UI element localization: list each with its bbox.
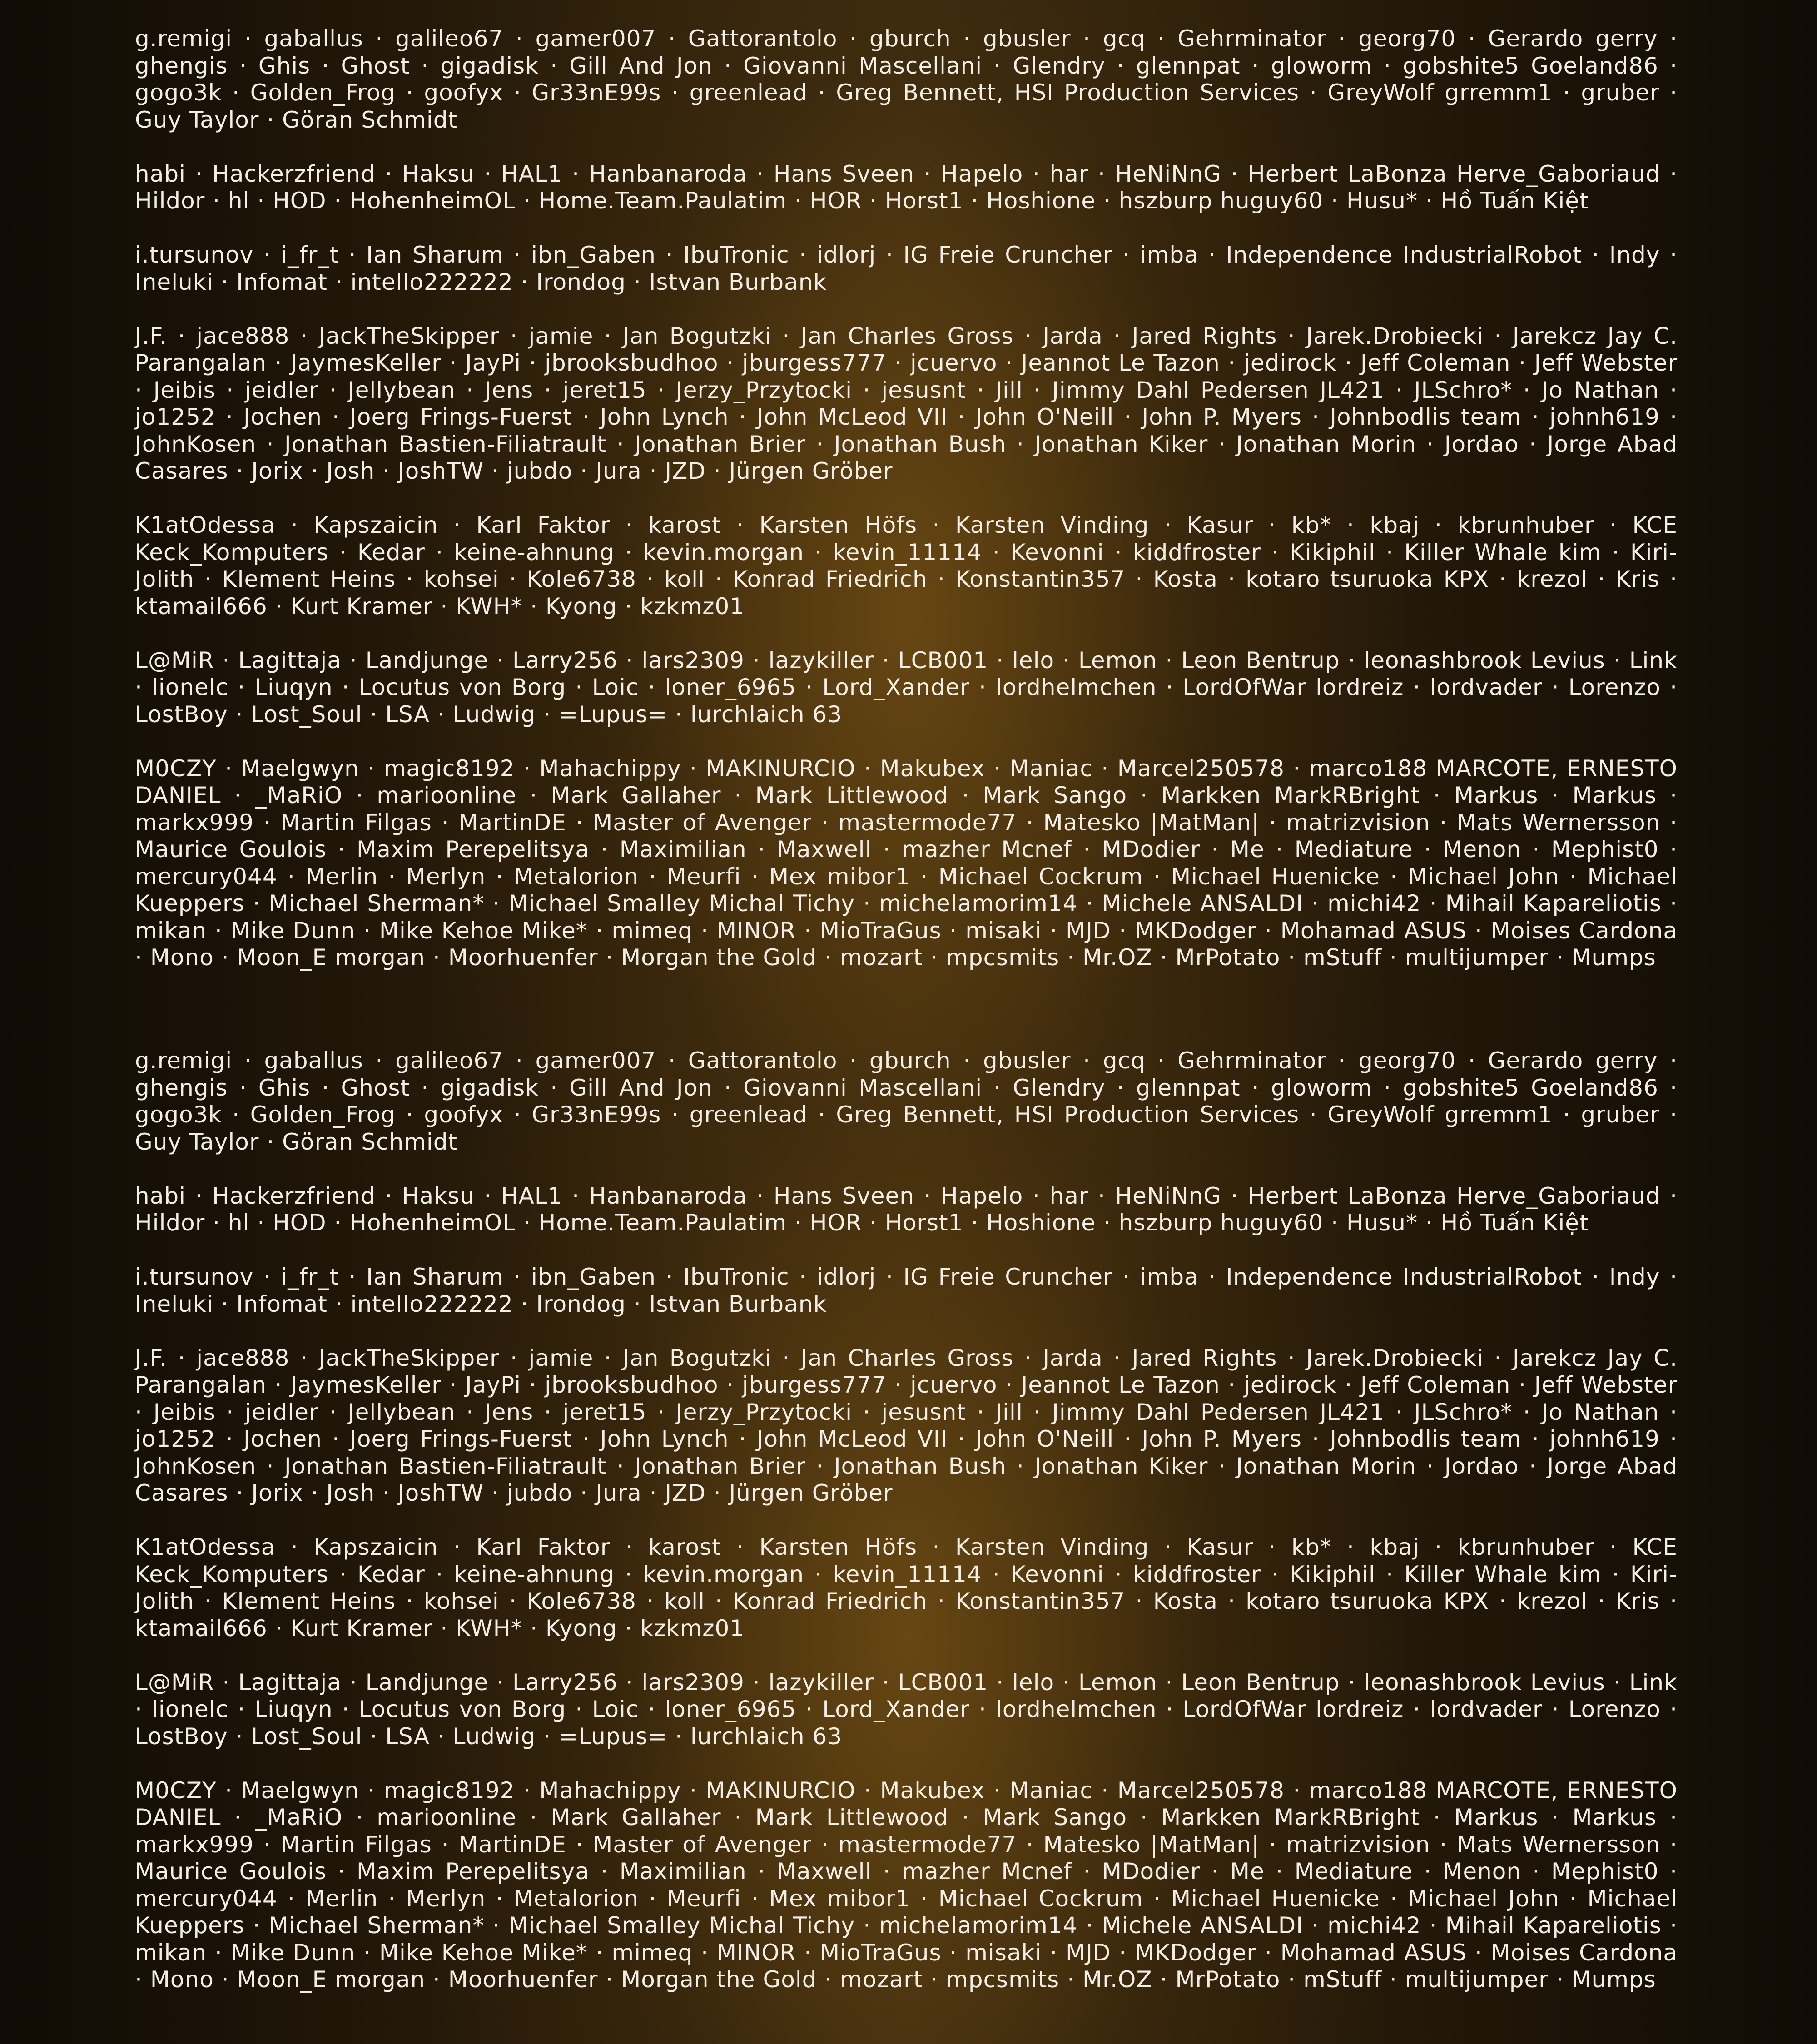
credits-block-k: K1atOdessa · Kapszaicin · Karl Faktor · karost · Karsten Höfs · Karsten Vinding · Kasur · kb* · kbaj · kbrunhuber · KCE Keck_Komputers · Kedar · keine-ahnung · kevin.morgan · kevin_11114 · Kevonni · kiddfroster · Kikiphil · Killer Whale kim · Kiri-Jolith · Klement Heins · kohsei · Kole6738 · koll · Konrad Friedrich · Konstantin357 · Kosta · kotaro tsuruoka KPX · krezol · Kris · ktamail666 · Kurt Kramer · KWH* · Kyong · kzkmz01 <box>135 1534 1678 1642</box>
credits-block-k: K1atOdessa · Kapszaicin · Karl Faktor · karost · Karsten Höfs · Karsten Vinding · Kasur · kb* · kbaj · kbrunhuber · KCE Keck_Komputers · Kedar · keine-ahnung · kevin.morgan · kevin_11114 · Kevonni · kiddfroster · Kikiphil · Killer Whale kim · Kiri-Jolith · Klement Heins · kohsei · Kole6738 · koll · Konrad Friedrich · Konstantin357 · Kosta · kotaro tsuruoka KPX · krezol · Kris · ktamail666 · Kurt Kramer · KWH* · Kyong · kzkmz01 <box>135 512 1678 620</box>
credits-block-m: M0CZY · Maelgwyn · magic8192 · Mahachippy · MAKINURCIO · Makubex · Maniac · Marcel250578 · marco188 MARCOTE, ERNESTO DANIEL · _MaRiO · marioonline · Mark Gallaher · Mark Littlewood · Mark Sango · Markken MarkRBright · Markus · Markus · markx999 · Martin Filgas · MartinDE · Master of Avenger · mastermode77 · Matesko |MatMan| · matrizvision · Mats Wernersson · Maurice Goulois · Maxim Perepelitsya · Maximilian · Maxwell · mazher Mcnef · MDodier · Me · Mediature · Menon · Mephist0 · mercury044 · Merlin · Merlyn · Metalorion · Meurfi · Mex mibor1 · Michael Cockrum · Michael Huenicke · Michael John · Michael Kueppers · Michael Sherman* · Michael Smalley Michal Tichy · michelamorim14 · Michele ANSALDI · michi42 · Mihail Kapareliotis · mikan · Mike Dunn · Mike Kehoe Mike* · mimeq · MINOR · MioTraGus · misaki · MJD · MKDodger · Mohamad ASUS · Moises Cardona · Mono · Moon_E morgan · Moorhuenfer · Morgan the Gold · mozart · mpcsmits · Mr.OZ · MrPotato · mStuff · multijumper · Mumps <box>135 1777 1678 1993</box>
credits-block-j: J.F. · jace888 · JackTheSkipper · jamie · Jan Bogutzki · Jan Charles Gross · Jarda · Jared Rights · Jarek.Drobiecki · Jarekcz Jay C. Parangalan · JaymesKeller · JayPi · jbrooksbudhoo · jburgess777 · jcuervo · Jeannot Le Tazon · jedirock · Jeff Coleman · Jeff Webster · Jeibis · jeidler · Jellybean · Jens · jeret15 · Jerzy_Przytocki · jesusnt · Jill · Jimmy Dahl Pedersen JL421 · JLSchro* · Jo Nathan · jo1252 · Jochen · Joerg Frings-Fuerst · John Lynch · John McLeod VII · John O'Neill · John P. Myers · Johnbodlis team · johnh619 · JohnKosen · Jonathan Bastien-Filiatrault · Jonathan Brier · Jonathan Bush · Jonathan Kiker · Jonathan Morin · Jordao · Jorge Abad Casares · Jorix · Josh · JoshTW · jubdo · Jura · JZD · Jürgen Gröber <box>135 1344 1678 1506</box>
credits-block-g: g.remigi · gaballus · galileo67 · gamer007 · Gattorantolo · gburch · gbusler · gcq · Gehrminator · georg70 · Gerardo gerry · ghengis · Ghis · Ghost · gigadisk · Gill And Jon · Giovanni Mascellani · Glendry · glennpat · gloworm · gobshite5 Goeland86 · gogo3k · Golden_Frog · goofyx · Gr33nE99s · greenlead · Greg Bennett, HSI Production Services · GreyWolf grremm1 · gruber · Guy Taylor · Göran Schmidt <box>135 25 1678 133</box>
credits-block-l: L@MiR · Lagittaja · Landjunge · Larry256 · lars2309 · lazykiller · LCB001 · lelo · Lemon · Leon Bentrup · leonashbrook Levius · Link · lionelc · Liuqyn · Locutus von Borg · Loic · loner_6965 · Lord_Xander · lordhelmchen · LordOfWar lordreiz · lordvader · Lorenzo · LostBoy · Lost_Soul · LSA · Ludwig · =Lupus= · lurchlaich 63 <box>135 1669 1678 1750</box>
credits-block-g: g.remigi · gaballus · galileo67 · gamer007 · Gattorantolo · gburch · gbusler · gcq · Gehrminator · georg70 · Gerardo gerry · ghengis · Ghis · Ghost · gigadisk · Gill And Jon · Giovanni Mascellani · Glendry · glennpat · gloworm · gobshite5 Goeland86 · gogo3k · Golden_Frog · goofyx · Gr33nE99s · greenlead · Greg Bennett, HSI Production Services · GreyWolf grremm1 · gruber · Guy Taylor · Göran Schmidt <box>135 1047 1678 1155</box>
credits-list <box>135 1047 1678 2020</box>
credits-block-h: habi · Hackerzfriend · Haksu · HAL1 · Hanbanaroda · Hans Sveen · Hapelo · har · HeNiNnG · Herbert LaBonza Herve_Gaboriaud · Hildor · hl · HOD · HohenheimOL · Home.Team.Paulatim · HOR · Horst1 · Hoshione · hszburp huguy60 · Husu* · Hồ Tuấn Kiệt <box>135 1182 1678 1236</box>
credits-block-j: J.F. · jace888 · JackTheSkipper · jamie · Jan Bogutzki · Jan Charles Gross · Jarda · Jared Rights · Jarek.Drobiecki · Jarekcz Jay C. Parangalan · JaymesKeller · JayPi · jbrooksbudhoo · jburgess777 · jcuervo · Jeannot Le Tazon · jedirock · Jeff Coleman · Jeff Webster · Jeibis · jeidler · Jellybean · Jens · jeret15 · Jerzy_Przytocki · jesusnt · Jill · Jimmy Dahl Pedersen JL421 · JLSchro* · Jo Nathan · jo1252 · Jochen · Joerg Frings-Fuerst · John Lynch · John McLeod VII · John O'Neill · John P. Myers · Johnbodlis team · johnh619 · JohnKosen · Jonathan Bastien-Filiatrault · Jonathan Brier · Jonathan Bush · Jonathan Kiker · Jonathan Morin · Jordao · Jorge Abad Casares · Jorix · Josh · JoshTW · jubdo · Jura · JZD · Jürgen Gröber <box>135 322 1678 484</box>
credits-list <box>135 25 1678 998</box>
credits-block-l: L@MiR · Lagittaja · Landjunge · Larry256 · lars2309 · lazykiller · LCB001 · lelo · Lemon · Leon Bentrup · leonashbrook Levius · Link · lionelc · Liuqyn · Locutus von Borg · Loic · loner_6965 · Lord_Xander · lordhelmchen · LordOfWar lordreiz · lordvader · Lorenzo · LostBoy · Lost_Soul · LSA · Ludwig · =Lupus= · lurchlaich 63 <box>135 647 1678 728</box>
credits-block-h: habi · Hackerzfriend · Haksu · HAL1 · Hanbanaroda · Hans Sveen · Hapelo · har · HeNiNnG · Herbert LaBonza Herve_Gaboriaud · Hildor · hl · HOD · HohenheimOL · Home.Team.Paulatim · HOR · Horst1 · Hoshione · hszburp huguy60 · Husu* · Hồ Tuấn Kiệt <box>135 160 1678 214</box>
credits-block-i: i.tursunov · i_fr_t · Ian Sharum · ibn_Gaben · IbuTronic · idlorj · IG Freie Cruncher · imba · Independence IndustrialRobot · Indy · Ineluki · Infomat · intello222222 · Irondog · Istvan Burbank <box>135 1264 1678 1317</box>
credits-block-i: i.tursunov · i_fr_t · Ian Sharum · ibn_Gaben · IbuTronic · idlorj · IG Freie Cruncher · imba · Independence IndustrialRobot · Indy · Ineluki · Infomat · intello222222 · Irondog · Istvan Burbank <box>135 242 1678 295</box>
credits-pane-lower[interactable] <box>0 1022 1817 2044</box>
credits-block-m: M0CZY · Maelgwyn · magic8192 · Mahachippy · MAKINURCIO · Makubex · Maniac · Marcel250578 · marco188 MARCOTE, ERNESTO DANIEL · _MaRiO · marioonline · Mark Gallaher · Mark Littlewood · Mark Sango · Markken MarkRBright · Markus · Markus · markx999 · Martin Filgas · MartinDE · Master of Avenger · mastermode77 · Matesko |MatMan| · matrizvision · Mats Wernersson · Maurice Goulois · Maxim Perepelitsya · Maximilian · Maxwell · mazher Mcnef · MDodier · Me · Mediature · Menon · Mephist0 · mercury044 · Merlin · Merlyn · Metalorion · Meurfi · Mex mibor1 · Michael Cockrum · Michael Huenicke · Michael John · Michael Kueppers · Michael Sherman* · Michael Smalley Michal Tichy · michelamorim14 · Michele ANSALDI · michi42 · Mihail Kapareliotis · mikan · Mike Dunn · Mike Kehoe Mike* · mimeq · MINOR · MioTraGus · misaki · MJD · MKDodger · Mohamad ASUS · Moises Cardona · Mono · Moon_E morgan · Moorhuenfer · Morgan the Gold · mozart · mpcsmits · Mr.OZ · MrPotato · mStuff · multijumper · Mumps <box>135 755 1678 971</box>
